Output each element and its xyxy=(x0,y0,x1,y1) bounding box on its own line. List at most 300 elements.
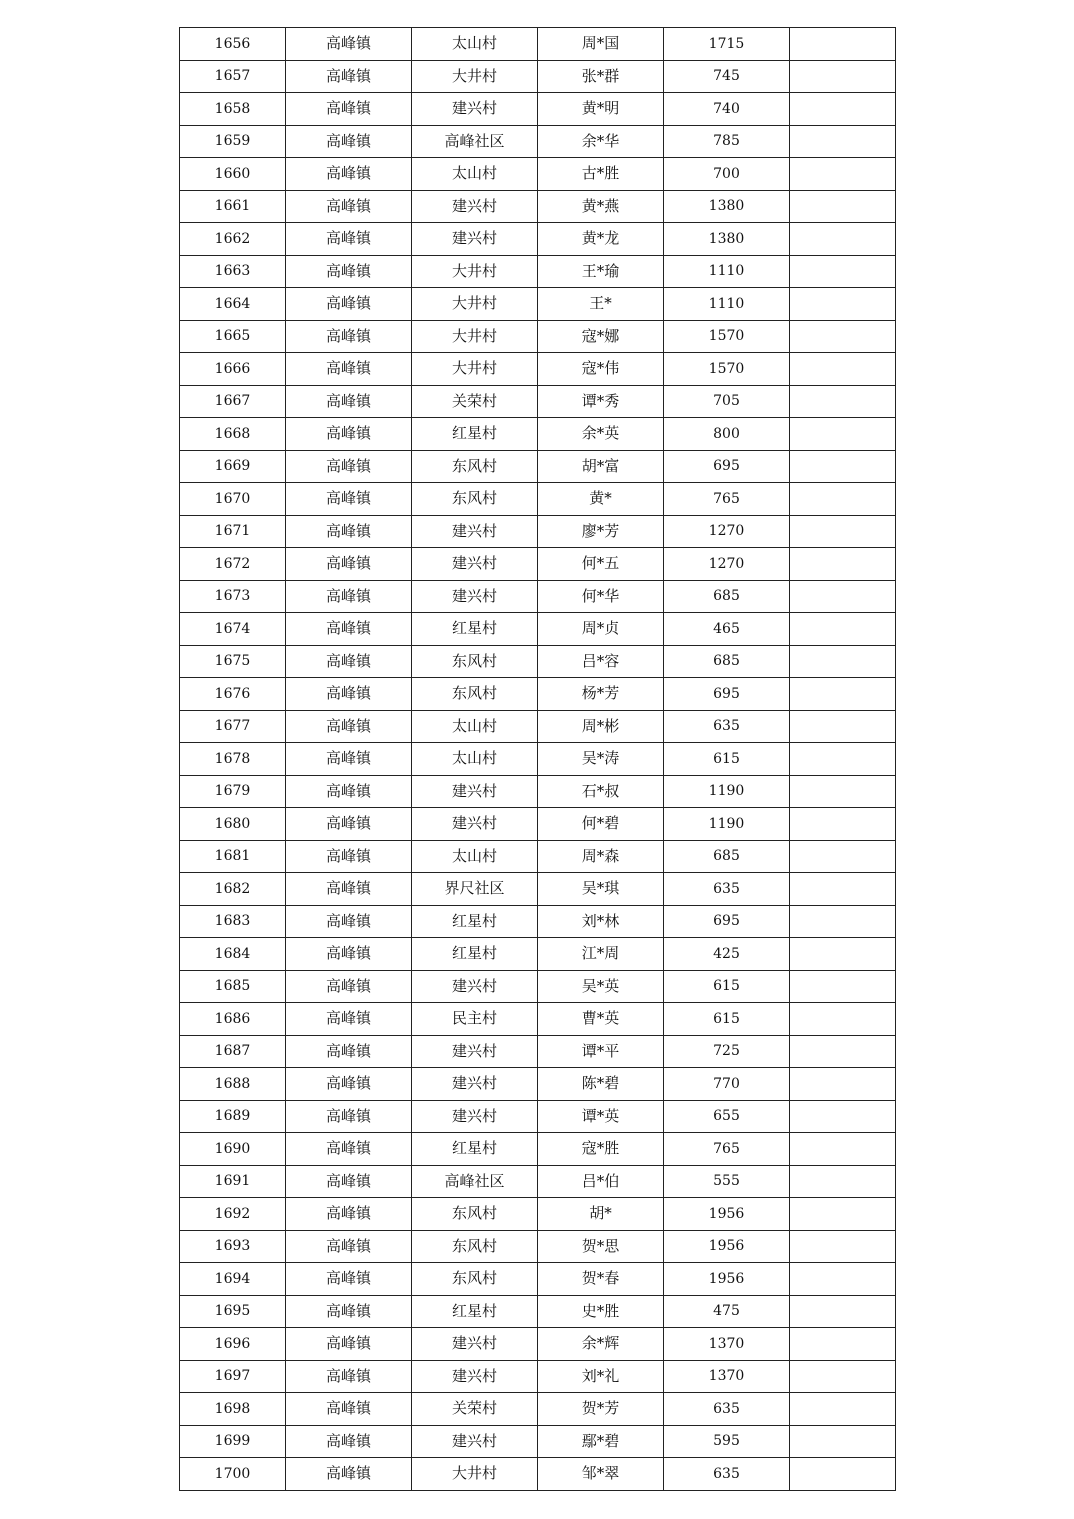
name-cell: 石*叔 xyxy=(538,775,664,808)
name-cell: 陈*碧 xyxy=(538,1068,664,1101)
remark-cell xyxy=(790,320,896,353)
table-row xyxy=(180,1230,896,1263)
amount-cell: 1380 xyxy=(664,190,790,223)
village-cell: 关荣村 xyxy=(412,1393,538,1426)
row-number-cell: 1664 xyxy=(180,288,286,321)
table-row xyxy=(180,1068,896,1101)
name-cell: 贺*思 xyxy=(538,1230,664,1263)
town-cell: 高峰镇 xyxy=(286,613,412,646)
row-number-cell: 1672 xyxy=(180,548,286,581)
amount-cell: 740 xyxy=(664,93,790,126)
row-number-cell: 1661 xyxy=(180,190,286,223)
town-cell: 高峰镇 xyxy=(286,938,412,971)
name-cell: 刘*林 xyxy=(538,905,664,938)
amount-cell: 1956 xyxy=(664,1198,790,1231)
row-number-cell: 1688 xyxy=(180,1068,286,1101)
town-cell: 高峰镇 xyxy=(286,873,412,906)
row-number-cell: 1657 xyxy=(180,60,286,93)
village-cell: 大井村 xyxy=(412,255,538,288)
amount-cell: 1270 xyxy=(664,515,790,548)
name-cell: 黄*燕 xyxy=(538,190,664,223)
remark-cell xyxy=(790,613,896,646)
row-number-cell: 1665 xyxy=(180,320,286,353)
village-cell: 高峰社区 xyxy=(412,125,538,158)
amount-cell: 685 xyxy=(664,840,790,873)
amount-cell: 695 xyxy=(664,678,790,711)
town-cell: 高峰镇 xyxy=(286,1165,412,1198)
table-row xyxy=(180,1360,896,1393)
village-cell: 建兴村 xyxy=(412,190,538,223)
name-cell: 黄*龙 xyxy=(538,223,664,256)
remark-cell xyxy=(790,548,896,581)
table-row xyxy=(180,320,896,353)
row-number-cell: 1660 xyxy=(180,158,286,191)
table-row xyxy=(180,1133,896,1166)
name-cell: 余*华 xyxy=(538,125,664,158)
remark-cell xyxy=(790,678,896,711)
table-row xyxy=(180,645,896,678)
row-number-cell: 1682 xyxy=(180,873,286,906)
table-row xyxy=(180,190,896,223)
row-number-cell: 1658 xyxy=(180,93,286,126)
village-cell: 民主村 xyxy=(412,1003,538,1036)
amount-cell: 1570 xyxy=(664,353,790,386)
remark-cell xyxy=(790,1360,896,1393)
amount-cell: 770 xyxy=(664,1068,790,1101)
remark-cell xyxy=(790,450,896,483)
remark-cell xyxy=(790,775,896,808)
remark-cell xyxy=(790,808,896,841)
row-number-cell: 1695 xyxy=(180,1295,286,1328)
amount-cell: 595 xyxy=(664,1425,790,1458)
remark-cell xyxy=(790,483,896,516)
town-cell: 高峰镇 xyxy=(286,1133,412,1166)
remark-cell xyxy=(790,1328,896,1361)
remark-cell xyxy=(790,1198,896,1231)
table-row xyxy=(180,840,896,873)
row-number-cell: 1680 xyxy=(180,808,286,841)
table-row xyxy=(180,385,896,418)
town-cell: 高峰镇 xyxy=(286,60,412,93)
table-row xyxy=(180,483,896,516)
row-number-cell: 1681 xyxy=(180,840,286,873)
row-number-cell: 1687 xyxy=(180,1035,286,1068)
amount-cell: 1570 xyxy=(664,320,790,353)
amount-cell: 635 xyxy=(664,1393,790,1426)
remark-cell xyxy=(790,1133,896,1166)
row-number-cell: 1670 xyxy=(180,483,286,516)
table-row xyxy=(180,1003,896,1036)
remark-cell xyxy=(790,938,896,971)
table-row xyxy=(180,1263,896,1296)
name-cell: 寇*娜 xyxy=(538,320,664,353)
remark-cell xyxy=(790,1165,896,1198)
name-cell: 吕*伯 xyxy=(538,1165,664,1198)
remark-cell xyxy=(790,710,896,743)
row-number-cell: 1685 xyxy=(180,970,286,1003)
remark-cell xyxy=(790,905,896,938)
amount-cell: 1190 xyxy=(664,775,790,808)
amount-cell: 1715 xyxy=(664,28,790,61)
town-cell: 高峰镇 xyxy=(286,515,412,548)
data-table xyxy=(179,27,896,1491)
amount-cell: 785 xyxy=(664,125,790,158)
amount-cell: 800 xyxy=(664,418,790,451)
row-number-cell: 1696 xyxy=(180,1328,286,1361)
name-cell: 何*华 xyxy=(538,580,664,613)
village-cell: 红星村 xyxy=(412,613,538,646)
remark-cell xyxy=(790,223,896,256)
town-cell: 高峰镇 xyxy=(286,645,412,678)
village-cell: 东风村 xyxy=(412,1198,538,1231)
table-row xyxy=(180,1198,896,1231)
town-cell: 高峰镇 xyxy=(286,1360,412,1393)
amount-cell: 1370 xyxy=(664,1360,790,1393)
row-number-cell: 1662 xyxy=(180,223,286,256)
name-cell: 周*森 xyxy=(538,840,664,873)
row-number-cell: 1691 xyxy=(180,1165,286,1198)
remark-cell xyxy=(790,93,896,126)
name-cell: 鄢*碧 xyxy=(538,1425,664,1458)
row-number-cell: 1667 xyxy=(180,385,286,418)
name-cell: 贺*春 xyxy=(538,1263,664,1296)
name-cell: 余*英 xyxy=(538,418,664,451)
amount-cell: 615 xyxy=(664,970,790,1003)
village-cell: 建兴村 xyxy=(412,1100,538,1133)
table-row xyxy=(180,613,896,646)
village-cell: 东风村 xyxy=(412,678,538,711)
town-cell: 高峰镇 xyxy=(286,905,412,938)
town-cell: 高峰镇 xyxy=(286,255,412,288)
remark-cell xyxy=(790,288,896,321)
row-number-cell: 1678 xyxy=(180,743,286,776)
row-number-cell: 1689 xyxy=(180,1100,286,1133)
remark-cell xyxy=(790,125,896,158)
table-row xyxy=(180,808,896,841)
remark-cell xyxy=(790,645,896,678)
name-cell: 吴*琪 xyxy=(538,873,664,906)
village-cell: 大井村 xyxy=(412,320,538,353)
town-cell: 高峰镇 xyxy=(286,1068,412,1101)
row-number-cell: 1690 xyxy=(180,1133,286,1166)
table-row xyxy=(180,125,896,158)
name-cell: 曹*英 xyxy=(538,1003,664,1036)
row-number-cell: 1674 xyxy=(180,613,286,646)
town-cell: 高峰镇 xyxy=(286,385,412,418)
village-cell: 大井村 xyxy=(412,1458,538,1491)
table-row xyxy=(180,93,896,126)
amount-cell: 555 xyxy=(664,1165,790,1198)
table-row xyxy=(180,1425,896,1458)
name-cell: 周*国 xyxy=(538,28,664,61)
name-cell: 江*周 xyxy=(538,938,664,971)
village-cell: 大井村 xyxy=(412,60,538,93)
town-cell: 高峰镇 xyxy=(286,93,412,126)
remark-cell xyxy=(790,743,896,776)
amount-cell: 1110 xyxy=(664,288,790,321)
name-cell: 黄* xyxy=(538,483,664,516)
village-cell: 东风村 xyxy=(412,645,538,678)
row-number-cell: 1700 xyxy=(180,1458,286,1491)
row-number-cell: 1692 xyxy=(180,1198,286,1231)
table-row xyxy=(180,1100,896,1133)
town-cell: 高峰镇 xyxy=(286,483,412,516)
name-cell: 周*彬 xyxy=(538,710,664,743)
name-cell: 何*碧 xyxy=(538,808,664,841)
table-row xyxy=(180,775,896,808)
row-number-cell: 1686 xyxy=(180,1003,286,1036)
town-cell: 高峰镇 xyxy=(286,970,412,1003)
town-cell: 高峰镇 xyxy=(286,190,412,223)
amount-cell: 725 xyxy=(664,1035,790,1068)
remark-cell xyxy=(790,873,896,906)
name-cell: 廖*芳 xyxy=(538,515,664,548)
amount-cell: 1270 xyxy=(664,548,790,581)
village-cell: 建兴村 xyxy=(412,515,538,548)
village-cell: 红星村 xyxy=(412,938,538,971)
row-number-cell: 1673 xyxy=(180,580,286,613)
town-cell: 高峰镇 xyxy=(286,125,412,158)
name-cell: 吕*容 xyxy=(538,645,664,678)
town-cell: 高峰镇 xyxy=(286,1198,412,1231)
remark-cell xyxy=(790,840,896,873)
town-cell: 高峰镇 xyxy=(286,775,412,808)
table-row xyxy=(180,1295,896,1328)
town-cell: 高峰镇 xyxy=(286,1230,412,1263)
village-cell: 建兴村 xyxy=(412,1328,538,1361)
amount-cell: 685 xyxy=(664,645,790,678)
town-cell: 高峰镇 xyxy=(286,1425,412,1458)
amount-cell: 1956 xyxy=(664,1230,790,1263)
town-cell: 高峰镇 xyxy=(286,548,412,581)
town-cell: 高峰镇 xyxy=(286,1393,412,1426)
amount-cell: 765 xyxy=(664,1133,790,1166)
amount-cell: 745 xyxy=(664,60,790,93)
village-cell: 东风村 xyxy=(412,450,538,483)
town-cell: 高峰镇 xyxy=(286,320,412,353)
name-cell: 杨*芳 xyxy=(538,678,664,711)
town-cell: 高峰镇 xyxy=(286,840,412,873)
row-number-cell: 1675 xyxy=(180,645,286,678)
name-cell: 何*五 xyxy=(538,548,664,581)
amount-cell: 1380 xyxy=(664,223,790,256)
amount-cell: 465 xyxy=(664,613,790,646)
table-row xyxy=(180,548,896,581)
table-row xyxy=(180,678,896,711)
table-row xyxy=(180,255,896,288)
town-cell: 高峰镇 xyxy=(286,1100,412,1133)
row-number-cell: 1698 xyxy=(180,1393,286,1426)
table-row xyxy=(180,288,896,321)
village-cell: 建兴村 xyxy=(412,580,538,613)
row-number-cell: 1676 xyxy=(180,678,286,711)
table-row xyxy=(180,418,896,451)
name-cell: 古*胜 xyxy=(538,158,664,191)
remark-cell xyxy=(790,353,896,386)
village-cell: 建兴村 xyxy=(412,970,538,1003)
village-cell: 界尺社区 xyxy=(412,873,538,906)
table-row xyxy=(180,1035,896,1068)
town-cell: 高峰镇 xyxy=(286,1003,412,1036)
name-cell: 胡* xyxy=(538,1198,664,1231)
row-number-cell: 1668 xyxy=(180,418,286,451)
village-cell: 太山村 xyxy=(412,743,538,776)
name-cell: 胡*富 xyxy=(538,450,664,483)
row-number-cell: 1656 xyxy=(180,28,286,61)
name-cell: 吴*英 xyxy=(538,970,664,1003)
row-number-cell: 1683 xyxy=(180,905,286,938)
village-cell: 大井村 xyxy=(412,288,538,321)
row-number-cell: 1669 xyxy=(180,450,286,483)
name-cell: 寇*胜 xyxy=(538,1133,664,1166)
remark-cell xyxy=(790,1003,896,1036)
amount-cell: 1370 xyxy=(664,1328,790,1361)
name-cell: 邹*翠 xyxy=(538,1458,664,1491)
table-row xyxy=(180,450,896,483)
amount-cell: 700 xyxy=(664,158,790,191)
remark-cell xyxy=(790,970,896,1003)
village-cell: 建兴村 xyxy=(412,1068,538,1101)
village-cell: 建兴村 xyxy=(412,1425,538,1458)
village-cell: 大井村 xyxy=(412,353,538,386)
row-number-cell: 1666 xyxy=(180,353,286,386)
village-cell: 太山村 xyxy=(412,28,538,61)
table-row xyxy=(180,1393,896,1426)
remark-cell xyxy=(790,190,896,223)
remark-cell xyxy=(790,255,896,288)
table-row xyxy=(180,515,896,548)
town-cell: 高峰镇 xyxy=(286,743,412,776)
remark-cell xyxy=(790,1458,896,1491)
remark-cell xyxy=(790,1263,896,1296)
name-cell: 张*群 xyxy=(538,60,664,93)
table-row xyxy=(180,1328,896,1361)
name-cell: 黄*明 xyxy=(538,93,664,126)
town-cell: 高峰镇 xyxy=(286,450,412,483)
name-cell: 吴*涛 xyxy=(538,743,664,776)
village-cell: 建兴村 xyxy=(412,1360,538,1393)
village-cell: 建兴村 xyxy=(412,548,538,581)
remark-cell xyxy=(790,418,896,451)
table-row xyxy=(180,1458,896,1491)
table-row xyxy=(180,905,896,938)
table-row xyxy=(180,158,896,191)
town-cell: 高峰镇 xyxy=(286,223,412,256)
village-cell: 建兴村 xyxy=(412,808,538,841)
village-cell: 建兴村 xyxy=(412,93,538,126)
town-cell: 高峰镇 xyxy=(286,710,412,743)
village-cell: 东风村 xyxy=(412,1230,538,1263)
name-cell: 刘*礼 xyxy=(538,1360,664,1393)
remark-cell xyxy=(790,1425,896,1458)
table-row xyxy=(180,873,896,906)
amount-cell: 615 xyxy=(664,743,790,776)
town-cell: 高峰镇 xyxy=(286,353,412,386)
amount-cell: 635 xyxy=(664,873,790,906)
row-number-cell: 1677 xyxy=(180,710,286,743)
amount-cell: 475 xyxy=(664,1295,790,1328)
village-cell: 东风村 xyxy=(412,1263,538,1296)
amount-cell: 635 xyxy=(664,1458,790,1491)
table-row xyxy=(180,1165,896,1198)
amount-cell: 695 xyxy=(664,905,790,938)
remark-cell xyxy=(790,385,896,418)
town-cell: 高峰镇 xyxy=(286,1328,412,1361)
row-number-cell: 1659 xyxy=(180,125,286,158)
table-row xyxy=(180,60,896,93)
amount-cell: 425 xyxy=(664,938,790,971)
town-cell: 高峰镇 xyxy=(286,580,412,613)
table-row xyxy=(180,353,896,386)
row-number-cell: 1694 xyxy=(180,1263,286,1296)
remark-cell xyxy=(790,580,896,613)
name-cell: 谭*秀 xyxy=(538,385,664,418)
village-cell: 建兴村 xyxy=(412,775,538,808)
amount-cell: 1956 xyxy=(664,1263,790,1296)
village-cell: 建兴村 xyxy=(412,223,538,256)
village-cell: 高峰社区 xyxy=(412,1165,538,1198)
table-row xyxy=(180,580,896,613)
amount-cell: 1110 xyxy=(664,255,790,288)
table-row xyxy=(180,28,896,61)
remark-cell xyxy=(790,158,896,191)
remark-cell xyxy=(790,1100,896,1133)
town-cell: 高峰镇 xyxy=(286,1295,412,1328)
row-number-cell: 1684 xyxy=(180,938,286,971)
name-cell: 王*瑜 xyxy=(538,255,664,288)
remark-cell xyxy=(790,1068,896,1101)
town-cell: 高峰镇 xyxy=(286,28,412,61)
name-cell: 贺*芳 xyxy=(538,1393,664,1426)
village-cell: 太山村 xyxy=(412,710,538,743)
village-cell: 太山村 xyxy=(412,840,538,873)
village-cell: 太山村 xyxy=(412,158,538,191)
table-row xyxy=(180,710,896,743)
town-cell: 高峰镇 xyxy=(286,418,412,451)
town-cell: 高峰镇 xyxy=(286,158,412,191)
row-number-cell: 1663 xyxy=(180,255,286,288)
amount-cell: 685 xyxy=(664,580,790,613)
table-row xyxy=(180,938,896,971)
village-cell: 东风村 xyxy=(412,483,538,516)
table-row xyxy=(180,970,896,1003)
name-cell: 寇*伟 xyxy=(538,353,664,386)
town-cell: 高峰镇 xyxy=(286,1263,412,1296)
remark-cell xyxy=(790,1393,896,1426)
village-cell: 红星村 xyxy=(412,418,538,451)
village-cell: 建兴村 xyxy=(412,1035,538,1068)
village-cell: 红星村 xyxy=(412,1133,538,1166)
town-cell: 高峰镇 xyxy=(286,678,412,711)
name-cell: 周*贞 xyxy=(538,613,664,646)
amount-cell: 635 xyxy=(664,710,790,743)
village-cell: 红星村 xyxy=(412,1295,538,1328)
amount-cell: 1190 xyxy=(664,808,790,841)
row-number-cell: 1699 xyxy=(180,1425,286,1458)
name-cell: 王* xyxy=(538,288,664,321)
name-cell: 史*胜 xyxy=(538,1295,664,1328)
town-cell: 高峰镇 xyxy=(286,288,412,321)
row-number-cell: 1679 xyxy=(180,775,286,808)
remark-cell xyxy=(790,28,896,61)
remark-cell xyxy=(790,60,896,93)
remark-cell xyxy=(790,515,896,548)
row-number-cell: 1697 xyxy=(180,1360,286,1393)
row-number-cell: 1671 xyxy=(180,515,286,548)
town-cell: 高峰镇 xyxy=(286,808,412,841)
amount-cell: 765 xyxy=(664,483,790,516)
table-row xyxy=(180,743,896,776)
